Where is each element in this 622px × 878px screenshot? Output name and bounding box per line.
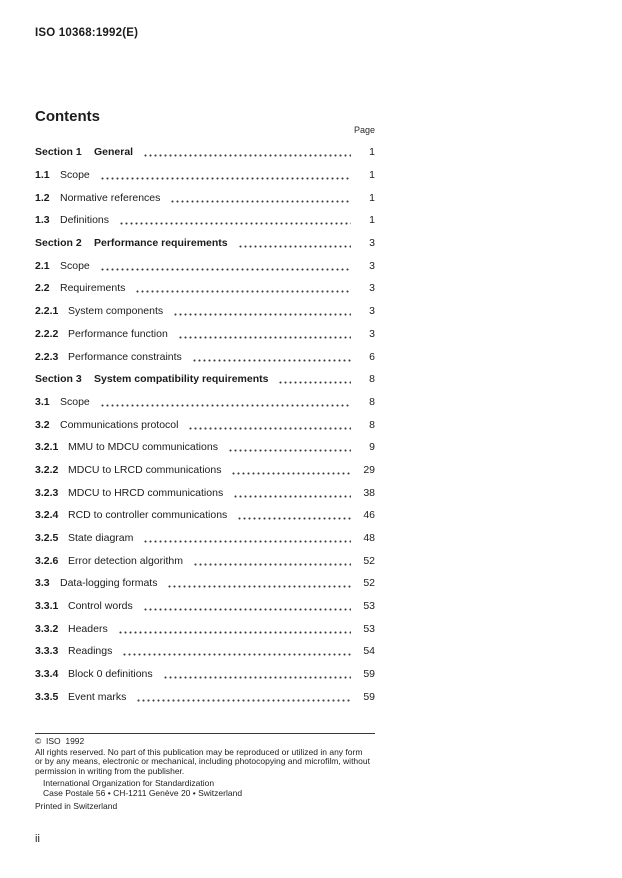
toc-entry bbox=[35, 572, 375, 595]
toc-entry-number: 3.2 bbox=[35, 418, 50, 431]
toc-entry-title: Requirements bbox=[60, 282, 126, 295]
toc-entry-title: Scope bbox=[60, 169, 90, 182]
toc-entry bbox=[35, 323, 375, 346]
toc-entry-page: 59 bbox=[363, 668, 375, 681]
publisher-block bbox=[43, 779, 455, 798]
toc-entry bbox=[35, 368, 375, 391]
toc-entry-page: 3 bbox=[369, 259, 375, 272]
toc-entry-number: 1.2 bbox=[35, 191, 50, 204]
toc-entry bbox=[35, 186, 375, 209]
rights-line-3: permission in writing from the publisher. bbox=[35, 765, 185, 776]
toc-entry bbox=[35, 595, 375, 618]
toc-entry-number: Section 3 bbox=[35, 373, 82, 386]
document-id-header: ISO 10368:1992(E) bbox=[35, 27, 139, 39]
toc-entry-number: 3.2.5 bbox=[35, 532, 59, 545]
toc-dot-leader bbox=[170, 193, 351, 203]
toc-entry-title: Readings bbox=[68, 645, 113, 658]
toc-entry-title: Scope bbox=[60, 259, 90, 272]
toc-entry-title: Block 0 definitions bbox=[68, 668, 153, 681]
toc-entry-page: 3 bbox=[369, 237, 375, 250]
toc-entry-page: 1 bbox=[369, 169, 375, 182]
toc-dot-leader bbox=[163, 669, 351, 679]
toc-entry-title: Event marks bbox=[68, 690, 127, 703]
toc-entry-title: Communications protocol bbox=[60, 418, 179, 431]
toc-dot-leader bbox=[237, 510, 351, 520]
toc-entry-title: Error detection algorithm bbox=[68, 554, 183, 567]
toc-entry-number: 3.3.3 bbox=[35, 645, 59, 658]
toc-entry bbox=[35, 141, 375, 164]
toc-entry-title: MMU to MDCU communications bbox=[68, 441, 218, 454]
toc-dot-leader bbox=[100, 170, 351, 180]
toc-entry-number: 3.3.4 bbox=[35, 668, 59, 681]
toc-entry-number: 2.2.3 bbox=[35, 350, 59, 363]
toc-entry bbox=[35, 459, 375, 482]
toc-entry-number: 3.2.1 bbox=[35, 441, 59, 454]
footer-rule bbox=[35, 733, 375, 734]
rights-line-1: All rights reserved. No part of this publication may be reproduced or utilized in any form bbox=[35, 746, 363, 757]
toc-entry bbox=[35, 549, 375, 572]
toc-dot-leader bbox=[135, 283, 351, 293]
toc-entry-number: 3.1 bbox=[35, 395, 50, 408]
toc-dot-leader bbox=[173, 306, 351, 316]
toc-dot-leader bbox=[192, 352, 351, 362]
toc-entry-page: 46 bbox=[363, 509, 375, 522]
toc-entry-title: Normative references bbox=[60, 191, 161, 204]
toc-entry-title: Definitions bbox=[60, 214, 110, 227]
toc-entry-title: Scope bbox=[60, 395, 90, 408]
toc-dot-leader bbox=[119, 215, 351, 225]
toc-entry bbox=[35, 164, 375, 187]
toc-entry-page: 3 bbox=[369, 327, 375, 340]
toc-dot-leader bbox=[143, 533, 351, 543]
rights-notice bbox=[35, 748, 455, 777]
toc-entry-page: 8 bbox=[369, 418, 375, 431]
toc-entry bbox=[35, 504, 375, 527]
toc-entry-number: 3.2.2 bbox=[35, 463, 59, 476]
toc-entry-page: 48 bbox=[363, 532, 375, 545]
toc-entry-page: 8 bbox=[369, 373, 375, 386]
toc-entry-number: 3.3.2 bbox=[35, 622, 59, 635]
toc-entry bbox=[35, 640, 375, 663]
copyright-line: © ISO 1992 bbox=[35, 736, 85, 746]
toc-entry-page: 59 bbox=[363, 690, 375, 703]
toc-entry-number: Section 2 bbox=[35, 237, 82, 250]
toc-entry-page: 54 bbox=[363, 645, 375, 658]
toc-entry bbox=[35, 232, 375, 255]
contents-title: Contents bbox=[35, 108, 100, 125]
toc-entry bbox=[35, 436, 375, 459]
toc-entry bbox=[35, 300, 375, 323]
toc-dot-leader bbox=[100, 397, 351, 407]
toc-entry bbox=[35, 686, 375, 709]
toc-entry bbox=[35, 391, 375, 414]
toc-entry bbox=[35, 527, 375, 550]
toc-dot-leader bbox=[118, 624, 351, 634]
toc-entry-page: 52 bbox=[363, 554, 375, 567]
toc-dot-leader bbox=[193, 556, 351, 566]
toc-entry bbox=[35, 617, 375, 640]
toc-entry-title: Performance constraints bbox=[68, 350, 182, 363]
toc-entry bbox=[35, 277, 375, 300]
toc-entry-page: 8 bbox=[369, 395, 375, 408]
toc-entry-page: 9 bbox=[369, 441, 375, 454]
toc-entry-page: 52 bbox=[363, 577, 375, 590]
publisher-address: Case Postale 56 • CH-1211 Genève 20 • Switzerland bbox=[43, 787, 243, 798]
copyright-footer bbox=[35, 733, 455, 812]
toc-entry-page: 3 bbox=[369, 282, 375, 295]
toc-entry bbox=[35, 345, 375, 368]
toc-entry-number: 3.2.6 bbox=[35, 554, 59, 567]
toc-dot-leader bbox=[167, 578, 351, 588]
rights-line-2: or by any means, electronic or mechanical, including photocopying and microfilm, without bbox=[35, 756, 370, 766]
toc-entry-title: Control words bbox=[68, 600, 133, 613]
toc-entry bbox=[35, 481, 375, 504]
toc-entry-title: RCD to controller communications bbox=[68, 509, 228, 522]
toc-dot-leader bbox=[238, 238, 351, 248]
toc-entry-title: System compatibility requirements bbox=[94, 373, 269, 386]
toc-entry-title: Performance requirements bbox=[94, 237, 228, 250]
publisher-name: International Organization for Standardization bbox=[43, 778, 215, 788]
toc-dot-leader bbox=[122, 646, 351, 656]
toc-entry bbox=[35, 413, 375, 436]
toc-entry-number: 2.2 bbox=[35, 282, 50, 295]
toc-dot-leader bbox=[143, 147, 351, 157]
page-column-label: Page bbox=[353, 125, 375, 135]
toc-entry-page: 3 bbox=[369, 305, 375, 318]
toc-entry-number: 1.1 bbox=[35, 169, 50, 182]
toc-entry-number: 3.3 bbox=[35, 577, 50, 590]
toc-entry-number: 2.2.2 bbox=[35, 327, 59, 340]
table-of-contents bbox=[35, 141, 375, 708]
page-number-folio: ii bbox=[35, 833, 40, 845]
toc-dot-leader bbox=[231, 465, 351, 475]
toc-entry-page: 1 bbox=[369, 214, 375, 227]
toc-dot-leader bbox=[278, 374, 351, 384]
toc-entry-title: Headers bbox=[68, 622, 108, 635]
toc-entry-page: 29 bbox=[363, 463, 375, 476]
toc-entry-title: Performance function bbox=[68, 327, 168, 340]
toc-entry-page: 53 bbox=[363, 622, 375, 635]
toc-entry-title: MDCU to HRCD communications bbox=[68, 486, 224, 499]
toc-entry-page: 6 bbox=[369, 350, 375, 363]
toc-entry-title: General bbox=[94, 146, 134, 159]
toc-dot-leader bbox=[136, 692, 351, 702]
toc-entry-page: 1 bbox=[369, 191, 375, 204]
toc-dot-leader bbox=[188, 420, 351, 430]
toc-entry-number: 1.3 bbox=[35, 214, 50, 227]
toc-entry-number: Section 1 bbox=[35, 146, 82, 159]
toc-dot-leader bbox=[143, 601, 351, 611]
toc-entry-page: 1 bbox=[369, 146, 375, 159]
toc-entry-number: 3.2.4 bbox=[35, 509, 59, 522]
toc-entry-number: 2.2.1 bbox=[35, 305, 59, 318]
toc-dot-leader bbox=[100, 261, 351, 271]
toc-entry-page: 53 bbox=[363, 600, 375, 613]
toc-entry-title: System components bbox=[68, 305, 164, 318]
toc-entry bbox=[35, 254, 375, 277]
toc-entry bbox=[35, 663, 375, 686]
toc-entry-number: 3.2.3 bbox=[35, 486, 59, 499]
toc-entry-number: 3.3.1 bbox=[35, 600, 59, 613]
toc-entry-title: MDCU to LRCD communications bbox=[68, 463, 222, 476]
toc-dot-leader bbox=[178, 329, 351, 339]
toc-entry-number: 3.3.5 bbox=[35, 690, 59, 703]
toc-dot-leader bbox=[233, 488, 351, 498]
toc-entry bbox=[35, 209, 375, 232]
toc-entry-title: State diagram bbox=[68, 532, 134, 545]
toc-entry-page: 38 bbox=[363, 486, 375, 499]
printed-in-line: Printed in Switzerland bbox=[35, 801, 118, 811]
toc-entry-title: Data-logging formats bbox=[60, 577, 158, 590]
toc-entry-number: 2.1 bbox=[35, 259, 50, 272]
toc-dot-leader bbox=[228, 442, 351, 452]
